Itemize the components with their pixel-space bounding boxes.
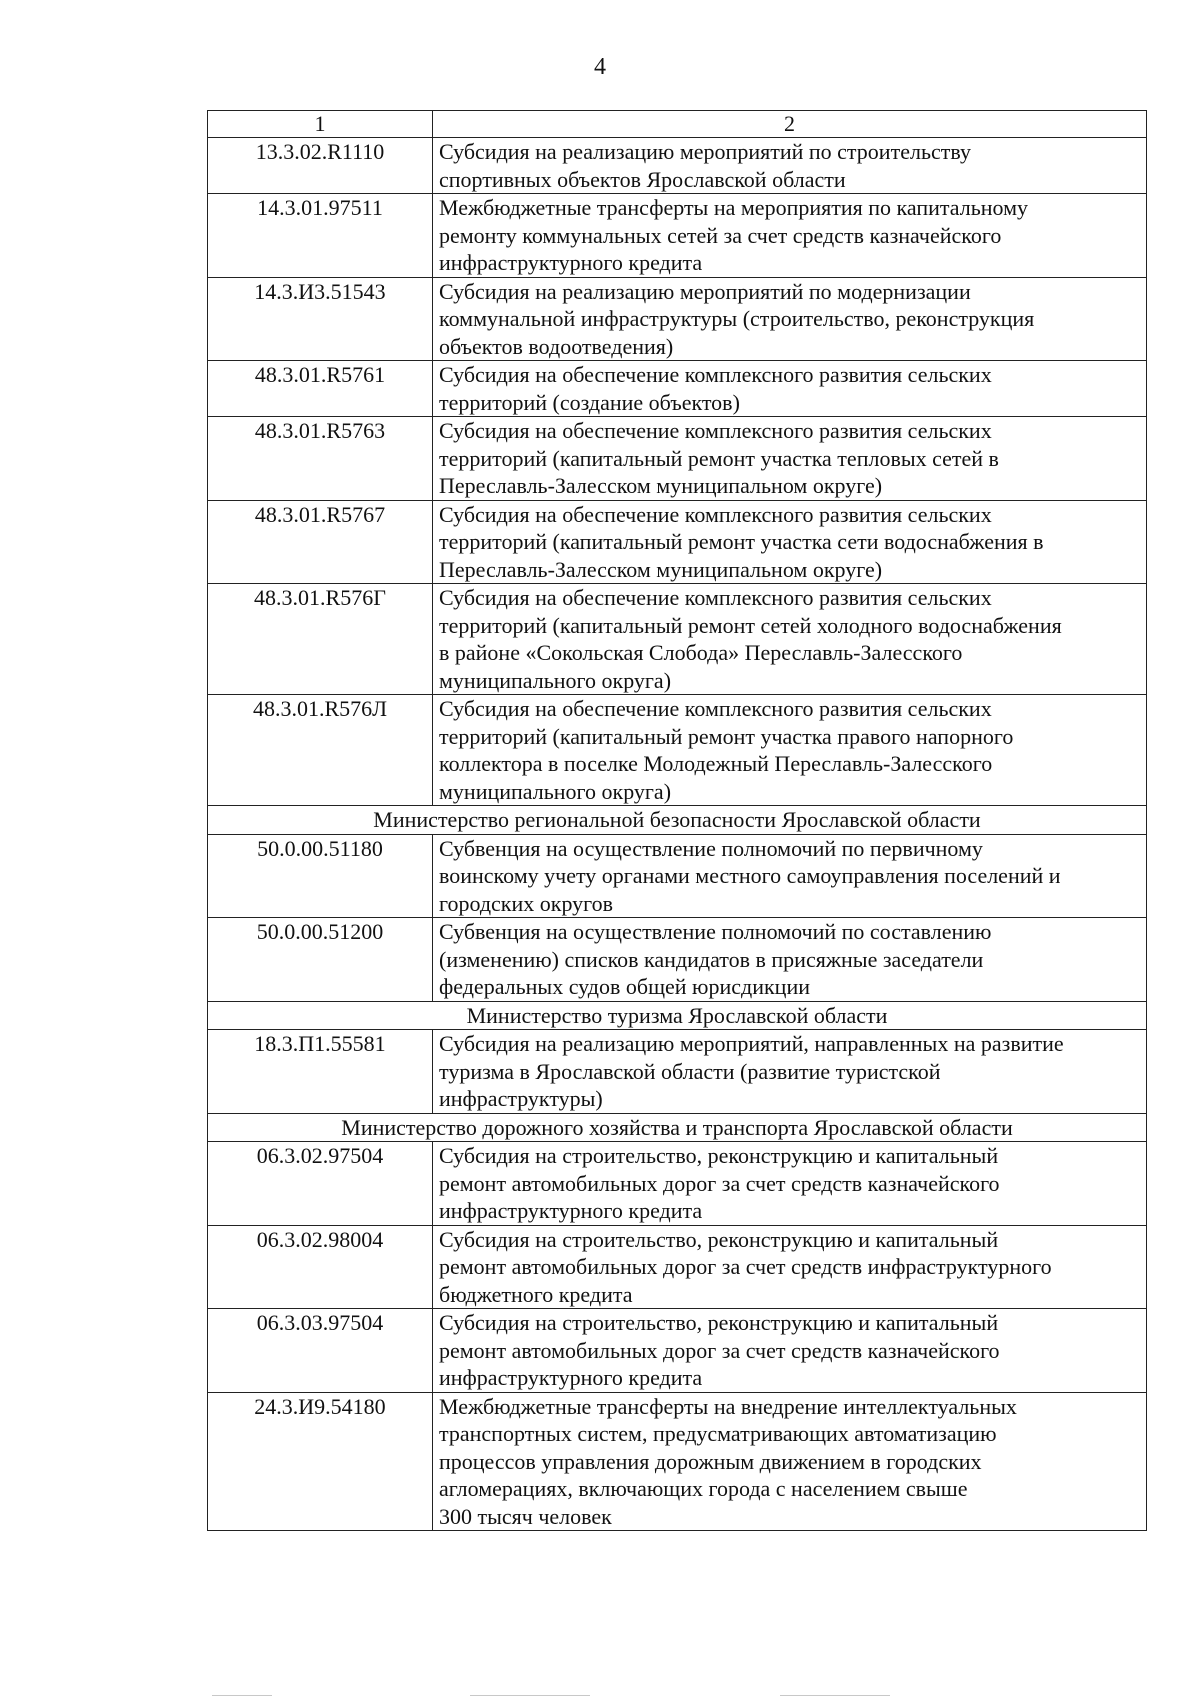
table-row xyxy=(208,834,1147,918)
budget-code: 06.3.03.97504 xyxy=(208,1309,433,1393)
budget-code: 18.3.П1.55581 xyxy=(208,1030,433,1114)
budget-codes-table xyxy=(207,110,1147,1531)
description-line: коммунальной инфраструктуры (строительство, реконструкция xyxy=(439,306,1035,331)
table-row xyxy=(208,1392,1147,1531)
section-row xyxy=(208,1113,1147,1142)
budget-code: 14.3.И3.51543 xyxy=(208,277,433,361)
description-line: муниципального округа) xyxy=(439,667,672,693)
description-line: территорий (капитальный ремонт сетей холодного водоснабжения xyxy=(439,612,1062,638)
description-line: Субсидия на обеспечение комплексного развития сельских xyxy=(439,418,992,443)
description-line: Субвенция на осуществление полномочий по составлению xyxy=(439,919,992,944)
description-line: территорий (капитальный ремонт участка правого напорного xyxy=(439,723,1014,749)
description-line: Субсидия на строительство, реконструкцию и капитальный xyxy=(439,1310,999,1335)
description-cell xyxy=(433,918,1147,1002)
description-line: ремонт автомобильных дорог за счет средств казначейского xyxy=(439,1170,1000,1196)
description-cell xyxy=(433,695,1147,806)
description-line: транспортных систем, предусматривающих автоматизацию xyxy=(439,1421,997,1446)
table-row xyxy=(208,194,1147,278)
description-cell xyxy=(433,277,1147,361)
description-cell xyxy=(433,1142,1147,1226)
budget-code: 48.3.01.R5767 xyxy=(208,500,433,584)
description-cell xyxy=(433,417,1147,501)
description-line: воинскому учету органами местного самоуправления поселений и xyxy=(439,863,1061,888)
section-row xyxy=(208,806,1147,835)
scan-artifact-line xyxy=(780,1695,890,1696)
section-title: Министерство дорожного хозяйства и транспорта Ярославской области xyxy=(208,1113,1147,1142)
description-line: территорий (капитальный ремонт участка тепловых сетей в xyxy=(439,445,999,471)
description-line: процессов управления дорожным движением в городских xyxy=(439,1448,982,1474)
table-row xyxy=(208,1309,1147,1393)
description-line: спортивных объектов Ярославской области xyxy=(439,166,846,192)
description-line: Субсидия на обеспечение комплексного развития сельских xyxy=(439,501,992,527)
description-line: Субсидия на обеспечение комплексного развития сельских xyxy=(439,585,992,610)
budget-code: 13.3.02.R1110 xyxy=(208,138,433,194)
table-row xyxy=(208,918,1147,1002)
table-row xyxy=(208,1030,1147,1114)
description-line: туризма в Ярославской области (развитие туристской xyxy=(439,1058,941,1084)
budget-code: 50.0.00.51200 xyxy=(208,918,433,1002)
description-line: инфраструктурного кредита xyxy=(439,1198,703,1223)
description-line: ремонту коммунальных сетей за счет средств казначейского xyxy=(439,222,1002,248)
description-line: инфраструктуры) xyxy=(439,1086,603,1111)
description-line: Субсидия на строительство, реконструкцию и капитальный xyxy=(439,1143,999,1168)
budget-code: 06.3.02.97504 xyxy=(208,1142,433,1226)
description-line: территорий (капитальный ремонт участка сети водоснабжения в xyxy=(439,529,1044,554)
table-row xyxy=(208,277,1147,361)
description-cell xyxy=(433,1030,1147,1114)
description-line: городских округов xyxy=(439,890,614,916)
description-line: Межбюджетные трансферты на мероприятия по капитальному xyxy=(439,195,1029,220)
description-line: коллектора в поселке Молодежный Переславль-Залесского xyxy=(439,751,993,776)
budget-code: 48.3.01.R576Л xyxy=(208,695,433,806)
budget-code: 48.3.01.R5761 xyxy=(208,361,433,417)
section-title: Министерство региональной безопасности Ярославской области xyxy=(208,806,1147,835)
description-line: Субсидия на обеспечение комплексного развития сельских xyxy=(439,362,992,387)
description-line: инфраструктурного кредита xyxy=(439,1365,703,1390)
description-line: территорий (создание объектов) xyxy=(439,389,740,415)
scan-artifact-line xyxy=(470,1695,590,1696)
description-line: Субвенция на осуществление полномочий по первичному xyxy=(439,835,983,861)
description-line: Субсидия на обеспечение комплексного развития сельских xyxy=(439,696,992,721)
header-col-1: 1 xyxy=(208,111,433,138)
table-row xyxy=(208,584,1147,695)
description-line: в районе «Сокольская Слобода» Переславль-Залесского xyxy=(439,640,963,665)
table-header-row xyxy=(208,111,1147,138)
page-number: 4 xyxy=(594,54,606,80)
description-cell xyxy=(433,1225,1147,1309)
table-row xyxy=(208,1225,1147,1309)
budget-code: 14.3.01.97511 xyxy=(208,194,433,278)
description-line: ремонт автомобильных дорог за счет средств казначейского xyxy=(439,1337,1000,1363)
description-line: Межбюджетные трансферты на внедрение интеллектуальных xyxy=(439,1393,1017,1419)
table-row xyxy=(208,695,1147,806)
table-row xyxy=(208,1142,1147,1226)
section-row xyxy=(208,1001,1147,1030)
description-line: федеральных судов общей юрисдикции xyxy=(439,974,811,999)
description-line: Субсидия на реализацию мероприятий по модернизации xyxy=(439,278,971,304)
description-cell xyxy=(433,834,1147,918)
description-line: 300 тысяч человек xyxy=(439,1503,612,1529)
description-cell xyxy=(433,194,1147,278)
budget-code: 24.3.И9.54180 xyxy=(208,1392,433,1531)
budget-code: 48.3.01.R576Г xyxy=(208,584,433,695)
description-line: (изменению) списков кандидатов в присяжные заседатели xyxy=(439,946,984,972)
description-line: Субсидия на реализацию мероприятий, направленных на развитие xyxy=(439,1031,1064,1056)
scan-artifact-line xyxy=(212,1695,272,1696)
table-row xyxy=(208,417,1147,501)
description-cell xyxy=(433,1309,1147,1393)
table-body xyxy=(208,111,1147,1531)
budget-code: 48.3.01.R5763 xyxy=(208,417,433,501)
description-line: Переславль-Залесском муниципальном округе) xyxy=(439,473,883,498)
description-line: ремонт автомобильных дорог за счет средств инфраструктурного xyxy=(439,1254,1052,1279)
table-row xyxy=(208,138,1147,194)
description-cell xyxy=(433,1392,1147,1531)
description-line: муниципального округа) xyxy=(439,778,672,804)
description-line: инфраструктурного кредита xyxy=(439,250,703,275)
description-cell xyxy=(433,361,1147,417)
budget-code: 06.3.02.98004 xyxy=(208,1225,433,1309)
description-cell xyxy=(433,584,1147,695)
header-col-2: 2 xyxy=(433,111,1147,138)
section-title: Министерство туризма Ярославской области xyxy=(208,1001,1147,1030)
description-line: Переславль-Залесском муниципальном округе) xyxy=(439,556,883,582)
description-cell xyxy=(433,500,1147,584)
description-line: Субсидия на строительство, реконструкцию и капитальный xyxy=(439,1226,999,1252)
description-cell xyxy=(433,138,1147,194)
budget-code: 50.0.00.51180 xyxy=(208,834,433,918)
description-line: объектов водоотведения) xyxy=(439,333,674,359)
description-line: бюджетного кредита xyxy=(439,1281,633,1307)
description-line: агломерациях, включающих города с населением свыше xyxy=(439,1476,968,1501)
description-line: Субсидия на реализацию мероприятий по строительству xyxy=(439,139,971,164)
table-row xyxy=(208,500,1147,584)
table-row xyxy=(208,361,1147,417)
